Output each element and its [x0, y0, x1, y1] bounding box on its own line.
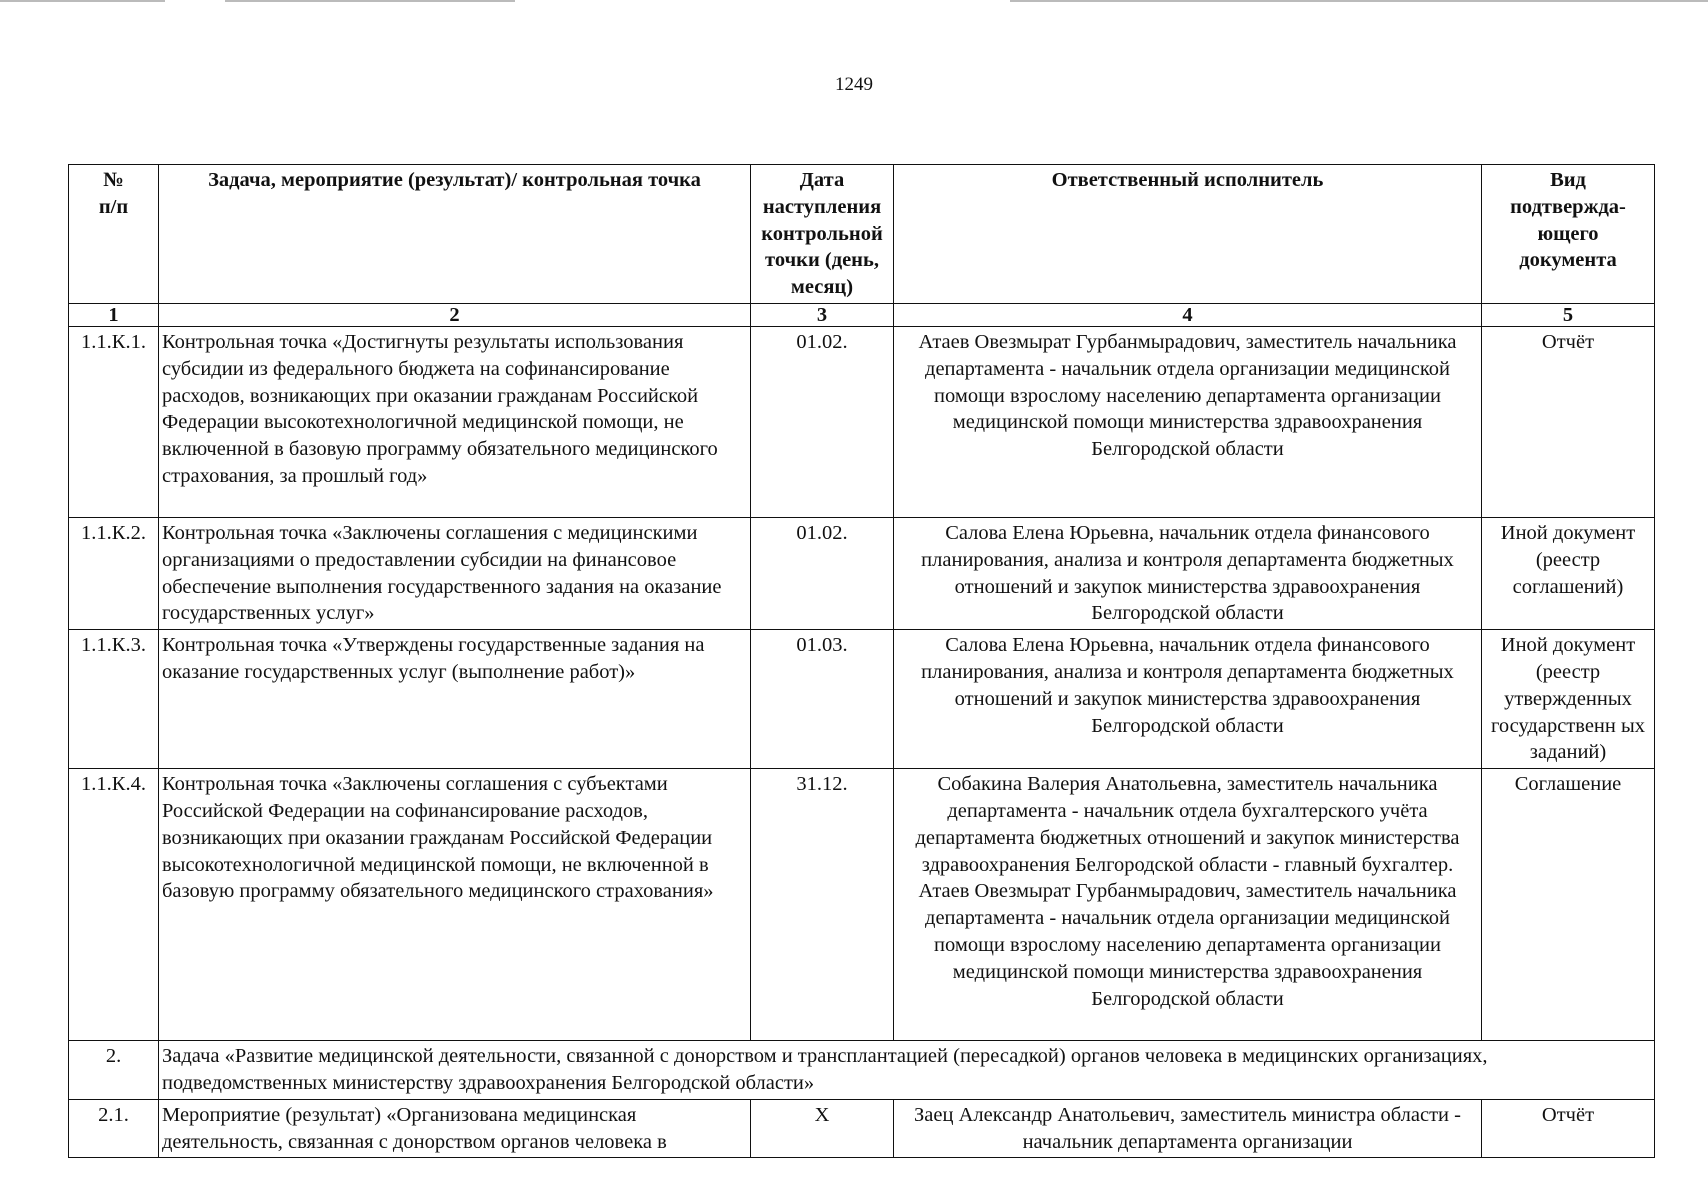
page-number: 1249 [835, 74, 873, 95]
column-number: 5 [1482, 303, 1655, 326]
row-number: 1.1.К.4. [69, 769, 159, 1041]
header-task: Задача, мероприятие (результат)/ контрольная точка [159, 165, 751, 304]
column-number: 2 [159, 303, 751, 326]
row-number: 1.1.К.3. [69, 630, 159, 769]
row-date: Х [751, 1099, 894, 1158]
row-responsible: Заец Александр Анатольевич, заместитель министра области - начальник департамента организации [894, 1099, 1482, 1158]
row-task: Контрольная точка «Достигнуты результаты использования субсидии из федерального бюджета на софинансирование расходов, возникающих при оказании гражданам Российской Федерации высокотехнологичной медицинской помощи, не включенной в базовую программу обязательного медицинского страхования, за прошлый год» [159, 326, 751, 517]
row-document: Иной документ (реестр соглашений) [1482, 517, 1655, 629]
task-number: 2. [69, 1041, 159, 1100]
header-responsible: Ответственный исполнитель [894, 165, 1482, 304]
row-responsible: Салова Елена Юрьевна, начальник отдела финансового планирования, анализа и контроля департамента бюджетных отношений и закупок министерства здравоохранения Белгородской области [894, 630, 1482, 769]
table-row [69, 517, 1655, 629]
row-document: Отчёт [1482, 326, 1655, 517]
row-document: Иной документ (реестр утвержденных государственн ых заданий) [1482, 630, 1655, 769]
plan-table [68, 164, 1655, 1158]
task-row [69, 1041, 1655, 1100]
row-date: 01.03. [751, 630, 894, 769]
row-responsible: Собакина Валерия Анатольевна, заместитель начальника департамента - начальник отдела бухгалтерского учёта департамента бюджетных отношений и закупок министерства здравоохранения Белгородской области - главный бухгалтер. Атаев Овезмырат Гурбанмырадович, заместитель начальника департамента - начальник отдела организации медицинской помощи взрослому населению департамента организации медицинской помощи министерства здравоохранения Белгородской области [894, 769, 1482, 1041]
table-row [69, 630, 1655, 769]
header-number: № п/п [69, 165, 159, 304]
row-task: Мероприятие (результат) «Организована медицинская деятельность, связанная с донорством органов человека в [159, 1099, 751, 1158]
row-document: Соглашение [1482, 769, 1655, 1041]
table-row [69, 326, 1655, 517]
row-date: 01.02. [751, 326, 894, 517]
row-responsible: Атаев Овезмырат Гурбанмырадович, заместитель начальника департамента - начальник отдела организации медицинской помощи взрослому населению департамента организации медицинской помощи министерства здравоохранения Белгородской области [894, 326, 1482, 517]
row-number: 1.1.К.2. [69, 517, 159, 629]
row-document: Отчёт [1482, 1099, 1655, 1158]
header-date: Дата наступления контрольной точки (день, месяц) [751, 165, 894, 304]
table-row [69, 1099, 1655, 1158]
column-number: 3 [751, 303, 894, 326]
row-date: 01.02. [751, 517, 894, 629]
column-numbers-row [69, 303, 1655, 326]
scan-top-edge [225, 0, 515, 2]
task-text: Задача «Развитие медицинской деятельности, связанной с донорством и трансплантацией (пересадкой) органов человека в медицинских организациях, подведомственных министерству здравоохранения Белгородской области» [159, 1041, 1655, 1100]
column-number: 4 [894, 303, 1482, 326]
row-number: 1.1.К.1. [69, 326, 159, 517]
row-date: 31.12. [751, 769, 894, 1041]
column-number: 1 [69, 303, 159, 326]
row-number: 2.1. [69, 1099, 159, 1158]
scan-top-edge [1010, 0, 1708, 2]
row-responsible: Салова Елена Юрьевна, начальник отдела финансового планирования, анализа и контроля департамента бюджетных отношений и закупок министерства здравоохранения Белгородской области [894, 517, 1482, 629]
scan-top-edge [0, 0, 165, 2]
table-row [69, 769, 1655, 1041]
row-task: Контрольная точка «Утверждены государственные задания на оказание государственных услуг (выполнение работ)» [159, 630, 751, 769]
row-task: Контрольная точка «Заключены соглашения с субъектами Российской Федерации на софинансирование расходов, возникающих при оказании гражданам Российской Федерации высокотехнологичной медицинской помощи, не включенной в базовую программу обязательного медицинского страхования» [159, 769, 751, 1041]
header-document: Вид подтвержда- ющего документа [1482, 165, 1655, 304]
header-row [69, 165, 1655, 304]
row-task: Контрольная точка «Заключены соглашения с медицинскими организациями о предоставлении субсидии на финансовое обеспечение выполнения государственного задания на оказание государственных услуг» [159, 517, 751, 629]
